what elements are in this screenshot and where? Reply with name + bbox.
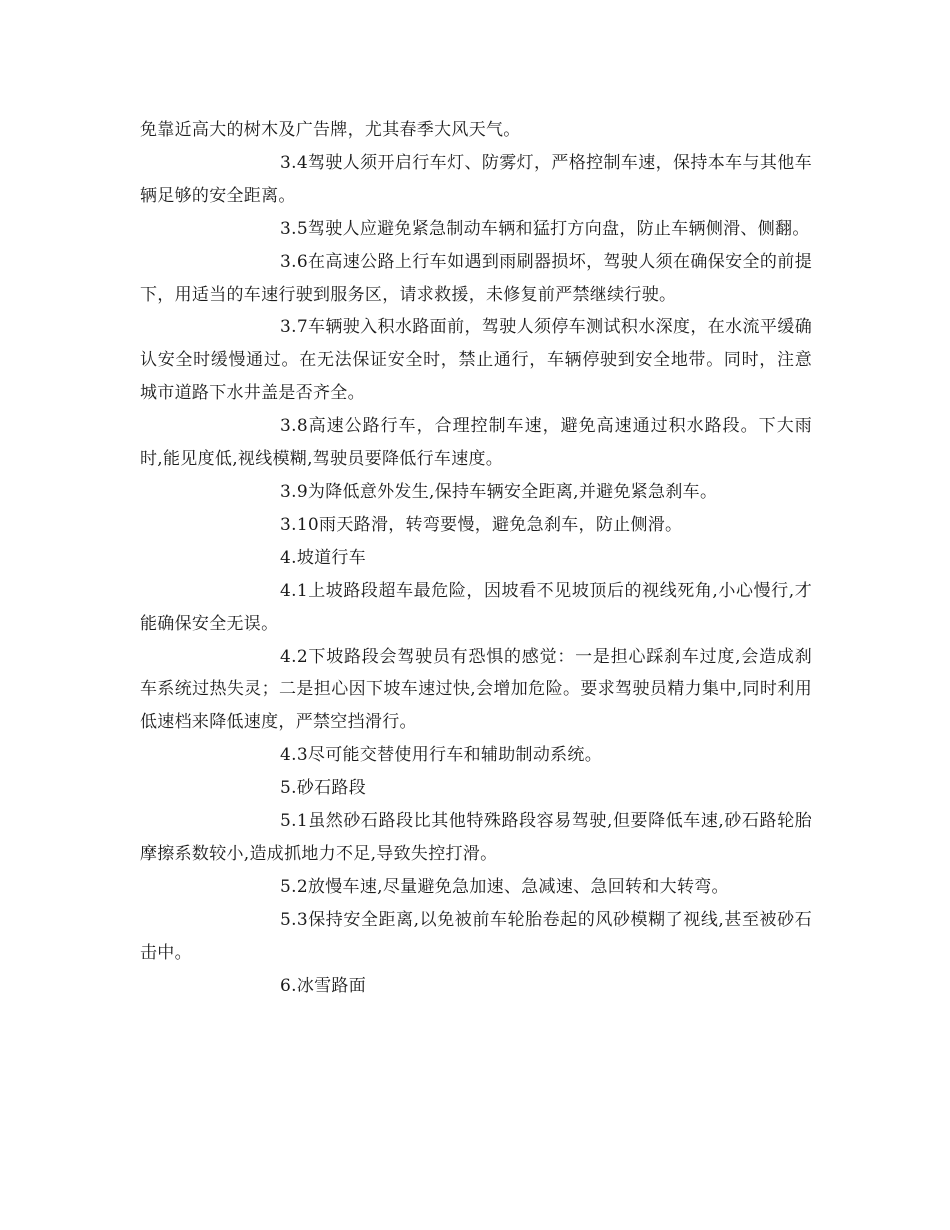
paragraph: 3.5驾驶人应避免紧急制动车辆和猛打方向盘，防止车辆侧滑、侧翻。 (280, 218, 810, 239)
paragraph: 5.1虽然砂石路段比其他特殊路段容易驾驶,但要降低车速,砂石路轮胎摩擦系数较小,造成抓地力不足,导致失控打滑。 (140, 811, 812, 864)
paragraph: 6.冰雪路面 (280, 975, 367, 996)
paragraph: 4.2下坡路段会驾驶员有恐惧的感觉：一是担心踩刹车过度,会造成刹车系统过热失灵；二是担心因下坡车速过快,会增加危险。要求驾驶员精力集中,同时利用低速档来降低速度，严禁空挡滑行。 (140, 646, 812, 733)
paragraph: 5.2放慢车速,尽量避免急加速、急减速、急回转和大转弯。 (280, 876, 729, 897)
paragraph: 3.10雨天路滑，转弯要慢，避免急刹车，防止侧滑。 (280, 514, 683, 535)
document-body (140, 114, 812, 1002)
paragraph: 3.8高速公路行车，合理控制车速，避免高速通过积水路段。下大雨时,能见度低,视线模糊,驾驶员要降低行车速度。 (140, 416, 812, 470)
paragraph: 3.9为降低意外发生,保持车辆安全距离,并避免紧急刹车。 (280, 481, 718, 502)
paragraph: 3.4驾驶人须开启行车灯、防雾灯，严格控制车速，保持本车与其他车辆足够的安全距离。 (140, 152, 812, 206)
paragraph: 3.6在高速公路上行车如遇到雨刷器损坏，驾驶人须在确保安全的前提下，用适当的车速行驶到服务区，请求救援，未修复前严禁继续行驶。 (140, 251, 812, 305)
paragraph: 4.坡道行车 (280, 547, 367, 568)
paragraph: 5.砂石路段 (280, 778, 367, 799)
paragraph: 4.3尽可能交替使用行车和辅助制动系统。 (280, 745, 603, 766)
paragraph: 4.1上坡路段超车最危险，因坡看不见坡顶后的视线死角,小心慢行,才能确保安全无误。 (140, 580, 812, 634)
paragraph: 3.7车辆驶入积水路面前，驾驶人须停车测试积水深度，在水流平缓确认安全时缓慢通过。在无法保证安全时，禁止通行，车辆停驶到安全地带。同时，注意城市道路下水井盖是否齐全。 (140, 317, 812, 404)
paragraph: 免靠近高大的树木及广告牌，尤其春季大风天气。 (140, 120, 521, 140)
paragraph: 5.3保持安全距离,以免被前车轮胎卷起的风砂模糊了视线,甚至被砂石击中。 (140, 909, 812, 963)
